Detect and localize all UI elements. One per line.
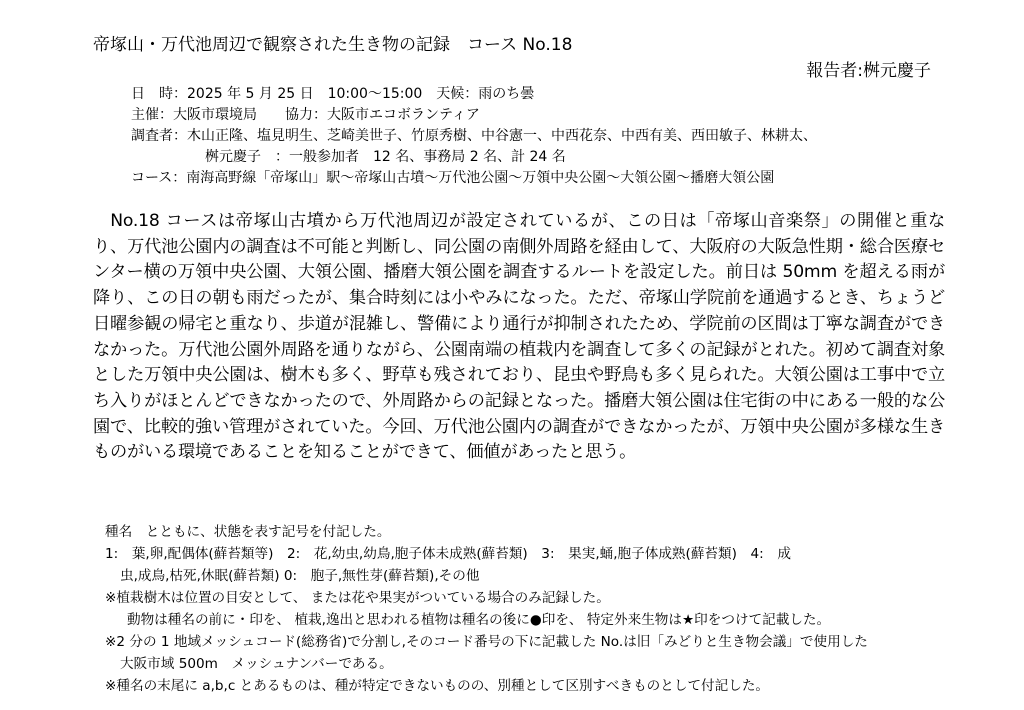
survey-organizers: 主催：大阪市環境局 協力：大阪市エコボランティア xyxy=(131,107,480,123)
document-title: 帝塚山・万代池周辺で観察された生き物の記録 コース No.18 xyxy=(93,35,573,55)
report-paragraph: No.18 コースは帝塚山古墳から万代池周辺が設定されているが、この日は「帝塚山音楽祭」の開催と重なり、万代池公園内の調査は不可能と判断し、同公園の南側外周路を経由して、大阪府の大阪急性期・総合医療センター横の万領中央公園、大領公園、播磨大領公園を調査するルートを設定した。前日は 50mm を超える雨が降り、この日の朝も雨だったが、集合時刻には小やみになった。ただ、帝塚山学院前を通過するとき、ちょうど日曜参観の帰宅と重なり、歩道が混雑し、警備により通行が抑制されたため、学院前の区間は丁寧な調査ができなかった。万代池公園外周路を通りながら、公園南端の植栽内を調査して多くの記録がとれた。初めて調査対象とした万領中央公園は、樹木も多く、野草も残されており、昆虫や野鳥も多く見られた。大領公園は工事中で立ち入りがほとんどできなかったので、外周路からの記録となった。播磨大領公園は住宅街の中にある一般的な公園で、比較的強い管理がされていた。今回、万代池公園内の調査ができなかったが、万領中央公園が多様な生きものがいる環境であることを知ることができて、価値があったと思う。 xyxy=(93,211,945,463)
note-symbols: 動物は種名の前に・印を、 植栽,逸出と思われる植物は種名の後に●印を、 特定外来生物は★印をつけて記載した。 xyxy=(127,612,831,628)
notes-intro: 種名 とともに、状態を表す記号を付記した。 xyxy=(105,524,391,540)
status-codes-line1: 1: 葉,卵,配偶体(蘚苔類等) 2: 花,幼虫,幼鳥,胞子体未成熟(蘚苔類) 3: 果実,蛹,胞子体成熟(蘚苔類) 4: 成 xyxy=(105,546,791,562)
legend-notes xyxy=(105,521,945,697)
survey-participants: 桝元慶子 ：一般参加者 12 名、事務局 2 名、計 24 名 xyxy=(205,149,566,165)
note-mesh-code-cont: 大阪市域 500m メッシュナンバーである。 xyxy=(120,656,393,672)
survey-datetime: 日 時：2025 年 5 月 25 日 10:00～15:00 天候：雨のち曇 xyxy=(131,86,535,102)
status-codes-line2: 虫,成鳥,枯死,休眠(蘚苔類) 0: 胞子,無性芽(蘚苔類),その他 xyxy=(120,568,480,584)
note-planted-trees: ※植栽樹木は位置の目安として、 または花や果実がついている場合のみ記録した。 xyxy=(105,590,610,606)
reporter-name: 報告者:桝元慶子 xyxy=(806,61,931,81)
survey-surveyors: 調査者：木山正隆、塩見明生、芝崎美世子、竹原秀樹、中谷憲一、中西花奈、中西有美、西田敏子、林耕太、 xyxy=(131,128,817,144)
note-mesh-code: ※2 分の 1 地域メッシュコード(総務省)で分割し,そのコード番号の下に記載した No.は旧「みどりと生き物会議」で使用した xyxy=(105,634,868,650)
survey-course: コース：南海高野線「帝塚山」駅～帝塚山古墳～万代池公園～万領中央公園～大領公園～播磨大領公園 xyxy=(131,170,775,186)
note-species-suffix: ※種名の末尾に a,b,c とあるものは、種が特定できないものの、別種として区別すべきものとして付記した。 xyxy=(105,678,770,694)
survey-info xyxy=(131,84,931,189)
